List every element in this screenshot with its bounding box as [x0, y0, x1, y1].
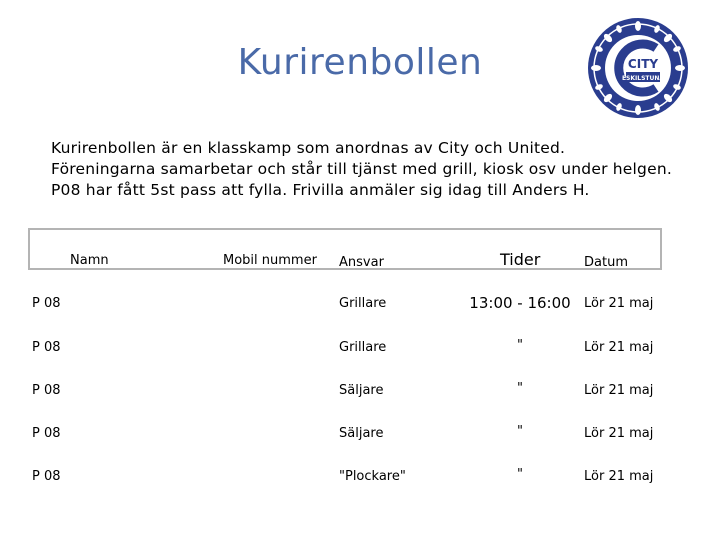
header-datum: Datum	[584, 255, 628, 270]
svg-text:CITY: CITY	[627, 57, 659, 71]
cell-datum: Lör 21 maj	[584, 426, 654, 441]
cell-tider: "	[517, 381, 523, 396]
cell-tider: "	[517, 338, 523, 353]
header-mobil: Mobil nummer	[223, 253, 317, 268]
intro-line: P08 har fått 5st pass att fylla. Frivilla anmäler sig idag till Anders H.	[51, 181, 590, 199]
cell-ansvar: Säljare	[339, 383, 384, 398]
cell-datum: Lör 21 maj	[584, 469, 654, 484]
cell-lag: P 08	[32, 296, 61, 311]
cell-datum: Lör 21 maj	[584, 340, 654, 355]
cell-datum: Lör 21 maj	[584, 383, 654, 398]
header-ansvar: Ansvar	[339, 255, 384, 270]
cell-lag: P 08	[32, 340, 61, 355]
header-tider: Tider	[500, 250, 541, 269]
cell-ansvar: Grillare	[339, 296, 387, 311]
intro-text	[51, 138, 672, 201]
cell-tider: 13:00 - 16:00	[469, 294, 571, 312]
header-namn: Namn	[70, 253, 109, 268]
cell-lag: P 08	[32, 383, 61, 398]
cell-tider: "	[517, 424, 523, 439]
intro-line: Kurirenbollen är en klasskamp som anordnas av City och United.	[51, 139, 566, 157]
cell-ansvar: "Plockare"	[339, 469, 406, 484]
cell-lag: P 08	[32, 469, 61, 484]
cell-ansvar: Grillare	[339, 340, 387, 355]
svg-text:ESKILSTUNA: ESKILSTUNA	[621, 75, 665, 82]
city-logo	[586, 16, 690, 120]
cell-ansvar: Säljare	[339, 426, 384, 441]
page-title: Kurirenbollen	[237, 42, 483, 83]
cell-tider: "	[517, 467, 523, 482]
cell-lag: P 08	[32, 426, 61, 441]
intro-line: Föreningarna samarbetar och står till tjänst med grill, kiosk osv under helgen.	[51, 160, 672, 178]
volunteer-table	[28, 228, 662, 498]
cell-datum: Lör 21 maj	[584, 296, 654, 311]
